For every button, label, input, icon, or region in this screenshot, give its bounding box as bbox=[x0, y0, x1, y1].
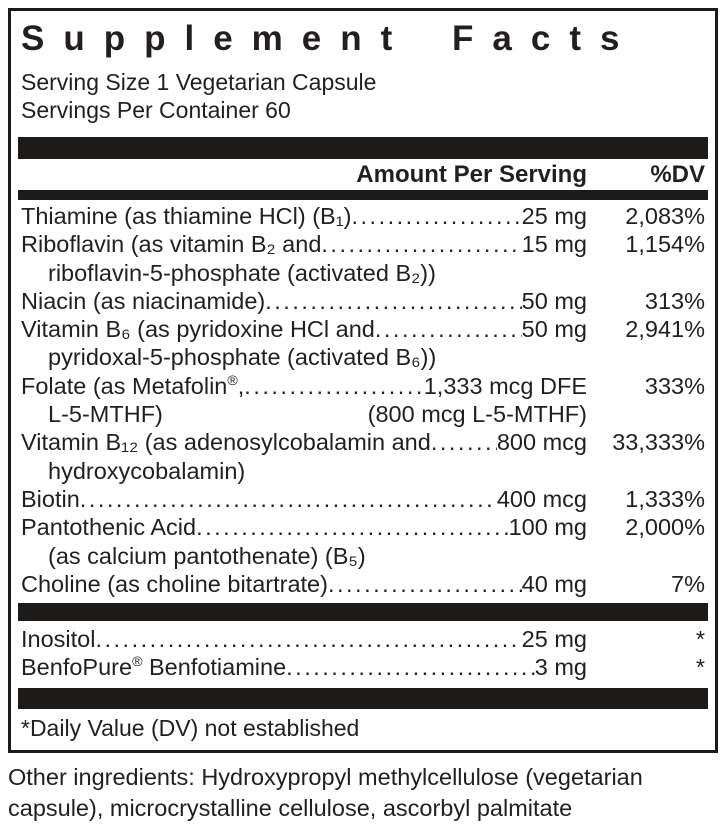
divider-bar-section bbox=[18, 603, 708, 621]
ingredient-amount: 3 mg bbox=[534, 654, 587, 681]
dot-leader bbox=[286, 653, 535, 681]
ingredient-row bbox=[21, 287, 705, 315]
ingredient-main-line bbox=[21, 625, 705, 653]
ingredient-continuation-text: L-5-MTHF) bbox=[48, 401, 163, 428]
ingredient-main-line bbox=[21, 202, 705, 230]
dot-leader bbox=[375, 315, 522, 343]
ingredient-row bbox=[21, 315, 705, 372]
serving-info bbox=[21, 68, 705, 124]
ingredient-dv: 333% bbox=[644, 372, 705, 399]
ingredient-name: Riboflavin (as vitamin B₂ and bbox=[21, 231, 322, 258]
ingredient-amount: 25 mg bbox=[521, 203, 587, 229]
column-header-row bbox=[21, 159, 705, 190]
ingredient-name: Vitamin B₁₂ (as adenosylcobalamin and bbox=[21, 429, 431, 456]
dot-leader bbox=[321, 230, 521, 258]
ingredient-dv: 1,154% bbox=[625, 231, 705, 258]
ingredient-main-line bbox=[21, 287, 705, 315]
divider-bar-top bbox=[18, 137, 708, 159]
ingredient-main-line bbox=[21, 230, 705, 258]
ingredient-dv: 2,083% bbox=[625, 203, 705, 229]
ingredient-row bbox=[21, 428, 705, 485]
ingredient-main-line bbox=[21, 485, 705, 513]
daily-value-footnote: *Daily Value (DV) not established bbox=[21, 714, 360, 741]
ingredient-continuation-line bbox=[21, 259, 705, 287]
ingredient-name: BenfoPure® Benfotiamine bbox=[21, 653, 287, 681]
supplement-facts-panel bbox=[8, 8, 718, 753]
ingredient-continuation-line bbox=[21, 343, 705, 371]
ingredient-amount: 800 mcg bbox=[496, 429, 587, 456]
ingredient-dv: 1,333% bbox=[625, 485, 705, 512]
ingredient-main-line bbox=[21, 315, 705, 343]
ingredient-name: Folate (as Metafolin®, bbox=[21, 371, 245, 399]
ingredient-main-line bbox=[21, 513, 705, 541]
ingredient-continuation-text: hydroxycobalamin) bbox=[48, 457, 246, 484]
ingredient-row bbox=[21, 372, 705, 429]
ingredient-main-line bbox=[21, 372, 705, 400]
serving-size: Serving Size 1 Vegetarian Capsule bbox=[21, 69, 377, 95]
ingredient-row bbox=[21, 202, 705, 230]
dot-leader bbox=[95, 625, 521, 653]
ingredient-row bbox=[21, 653, 705, 681]
ingredient-amount: 100 mg bbox=[508, 514, 587, 541]
ingredient-amount: 50 mg bbox=[521, 287, 587, 314]
dv-column-header: %DV bbox=[650, 160, 705, 188]
ingredient-dv: 2,000% bbox=[625, 514, 705, 541]
secondary-ingredient-rows bbox=[21, 625, 705, 682]
ingredient-continuation-line bbox=[21, 542, 705, 570]
ingredient-main-line bbox=[21, 570, 705, 598]
dot-leader bbox=[196, 513, 509, 541]
ingredient-main-line bbox=[21, 428, 705, 456]
ingredient-amount: 400 mcg bbox=[496, 485, 587, 512]
ingredient-amount: 25 mg bbox=[521, 626, 587, 653]
other-ingredients: Other ingredients: Hydroxypropyl methylcellulose (vegetarian capsule), microcrystalline cellulose, ascorbyl palmitate bbox=[8, 763, 643, 821]
dot-leader bbox=[244, 372, 423, 400]
ingredient-name: Niacin (as niacinamide) bbox=[21, 287, 266, 314]
ingredient-continuation-text: riboflavin-5-phosphate (activated B₂)) bbox=[48, 259, 436, 286]
dot-leader bbox=[80, 485, 497, 513]
ingredient-dv: * bbox=[695, 654, 705, 681]
ingredient-amount: 1,333 mcg DFE bbox=[423, 372, 587, 399]
ingredient-row bbox=[21, 230, 705, 287]
panel-title: Supplement Facts bbox=[21, 19, 639, 58]
ingredient-name: Choline (as choline bitartrate) bbox=[21, 570, 328, 597]
dot-leader bbox=[351, 202, 521, 230]
ingredient-row bbox=[21, 485, 705, 513]
ingredient-main-line bbox=[21, 653, 705, 681]
ingredient-name: Biotin bbox=[21, 485, 80, 512]
ingredient-continuation-line bbox=[21, 457, 705, 485]
ingredient-name: Pantothenic Acid bbox=[21, 514, 197, 541]
dot-leader bbox=[431, 428, 497, 456]
divider-bar-header bbox=[18, 190, 708, 200]
servings-per-container: Servings Per Container 60 bbox=[21, 97, 291, 123]
ingredient-dv: * bbox=[695, 626, 705, 653]
ingredient-row bbox=[21, 625, 705, 653]
ingredient-continuation-line bbox=[21, 400, 705, 428]
ingredient-row bbox=[21, 513, 705, 570]
ingredient-dv: 7% bbox=[671, 570, 705, 597]
dot-leader bbox=[265, 287, 521, 315]
ingredient-dv: 313% bbox=[644, 287, 705, 314]
ingredient-amount: 40 mg bbox=[521, 570, 587, 597]
ingredient-amount: 50 mg bbox=[521, 316, 587, 343]
ingredient-row bbox=[21, 570, 705, 598]
ingredient-continuation-text: (as calcium pantothenate) (B₅) bbox=[48, 542, 366, 569]
ingredient-name: Vitamin B₆ (as pyridoxine HCl and bbox=[21, 316, 375, 343]
amount-column-header: Amount Per Serving bbox=[356, 160, 587, 188]
main-ingredient-rows bbox=[21, 202, 705, 598]
ingredient-dv: 33,333% bbox=[612, 429, 705, 456]
ingredient-continuation-text: pyridoxal-5-phosphate (activated B₆)) bbox=[48, 344, 437, 371]
ingredient-amount: 15 mg bbox=[521, 231, 587, 258]
ingredient-name: Inositol bbox=[21, 626, 96, 653]
ingredient-name: Thiamine (as thiamine HCl) (B₁) bbox=[21, 203, 352, 229]
ingredient-dv: 2,941% bbox=[625, 316, 705, 343]
dot-leader bbox=[328, 570, 522, 598]
divider-bar-bottom bbox=[18, 688, 708, 709]
ingredient-continuation-amount: (800 mcg L-5-MTHF) bbox=[367, 401, 587, 428]
